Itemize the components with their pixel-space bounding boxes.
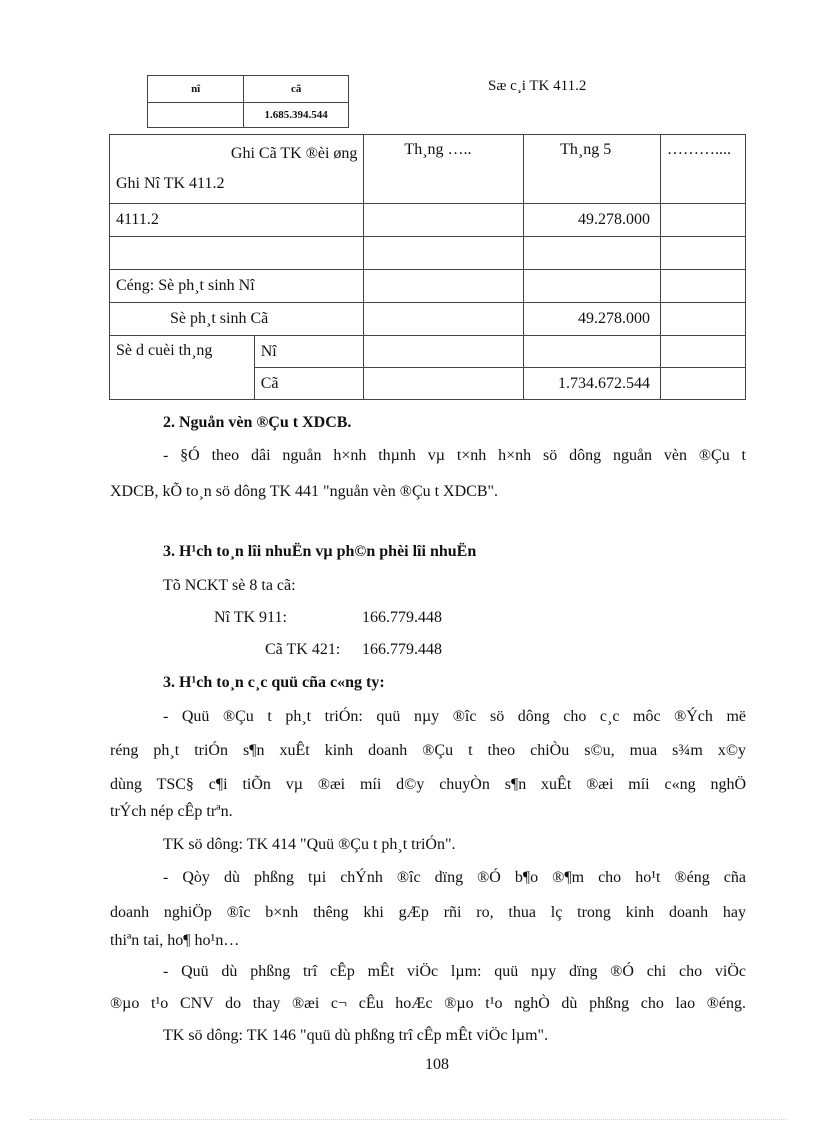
row-total-debit-label: Céng: Sè ph¸t sinh Nî — [110, 270, 364, 303]
entry-debit-value: 166.779.448 — [362, 609, 442, 626]
corner-credit-label: Ghi Cã TK ®èi øng — [230, 145, 358, 162]
row-end-debit-label: Nî — [254, 336, 364, 368]
entry-debit-label: Nî TK 911: — [214, 609, 287, 626]
corner-debit-label: Ghi Nî TK 411.2 — [116, 175, 225, 192]
credit-value: 1.685.394.544 — [244, 103, 349, 128]
col-month-blank: Th¸ng ….. — [364, 135, 524, 204]
debit-value-cell — [148, 103, 244, 128]
paragraph-1-line-2: XDCB, kÕ to¸n sö dông TK 441 "nguån vèn ®Çu t XDCB". — [110, 483, 499, 500]
paragraph-1-line-1: - §Ó theo dâi nguån h×nh thµnh vµ t×nh h×nh sö dông nguån vèn ®Çu t — [163, 447, 746, 464]
row-end-credit-label: Cã — [254, 368, 364, 400]
paragraph-2: Tõ NCKT sè 8 ta cã: — [163, 577, 296, 594]
paragraph-3-line-4: trÝch nép cÊp trªn. — [110, 803, 233, 820]
row-end-balance-label: Sè d cuèi th¸ng — [110, 336, 255, 400]
paragraph-3-line-2: réng ph¸t triÓn s¶n xuÊt kinh doanh ®Çu t theo chiÒu s©u, mua s¾m x©y — [110, 742, 746, 759]
balance-summary-table — [147, 75, 349, 128]
col-more: ……….... — [661, 135, 746, 204]
row-end-credit-value: 1.734.672.544 — [524, 368, 661, 400]
paragraph-3-line-1: - Quü ®Çu t ph¸t triÓn: quü nµy ®îc sö dông cho c¸c môc ®Ých më — [163, 708, 746, 725]
header-credit: cã — [244, 76, 349, 103]
paragraph-5-line-1: - Qòy dù phßng tµi chÝnh ®îc dïng ®Ó b¶o ®¶m cho ho¹t ®éng cña — [163, 869, 746, 886]
paragraph-4: TK sö dông: TK 414 "Quü ®Çu t ph¸t triÓn". — [163, 836, 456, 853]
row-account-value: 49.278.000 — [524, 204, 661, 237]
col-month-5: Th¸ng 5 — [524, 135, 661, 204]
entry-credit-label: Cã TK 421: — [265, 641, 341, 658]
paragraph-6-line-1: - Quü dù phßng trî cÊp mÊt viÖc lµm: quü nµy dïng ®Ó chi cho viÖc — [163, 963, 746, 980]
heading-funds: 3. H¹ch to¸n c¸c quü cña c«ng ty: — [163, 674, 385, 691]
paragraph-6-line-2: ®µo t¹o CNV do thay ®æi c¬ cÊu hoÆc ®µo t¹o nghÒ dù phßng cho lao ®éng. — [110, 995, 746, 1012]
paragraph-5-line-2: doanh nghiÖp ®îc b×nh thêng khi gÆp rñi ro, thua lç trong kinh doanh hay — [110, 904, 746, 921]
page-number: 108 — [425, 1056, 449, 1073]
footer-divider — [30, 1119, 786, 1120]
row-total-credit-label: Sè ph¸t sinh Cã — [110, 303, 364, 336]
paragraph-3-line-3: dùng TSC§ c¶i tiÕn vµ ®æi míi d©y chuyÒn s¶n xuÊt ®æi míi c«ng nghÖ — [110, 776, 746, 793]
header-debit: nî — [148, 76, 244, 103]
heading-capital-xdcb: 2. Nguån vèn ®Çu t XDCB. — [163, 414, 352, 431]
ledger-corner-header — [110, 135, 364, 204]
entry-credit-value: 166.779.448 — [362, 641, 442, 658]
paragraph-7: TK sö dông: TK 146 "quü dù phßng trî cÊp mÊt viÖc lµm". — [163, 1027, 549, 1044]
ledger-title: Sæ c¸i TK 411.2 — [488, 78, 587, 94]
paragraph-5-line-3: thiªn tai, ho¶ ho¹n… — [110, 932, 240, 949]
row-account: 4111.2 — [110, 204, 364, 237]
ledger-table — [109, 134, 746, 400]
row-total-credit-value: 49.278.000 — [524, 303, 661, 336]
heading-profit: 3. H¹ch to¸n lîi nhuËn vµ ph©n phèi lîi nhuËn — [163, 543, 477, 560]
